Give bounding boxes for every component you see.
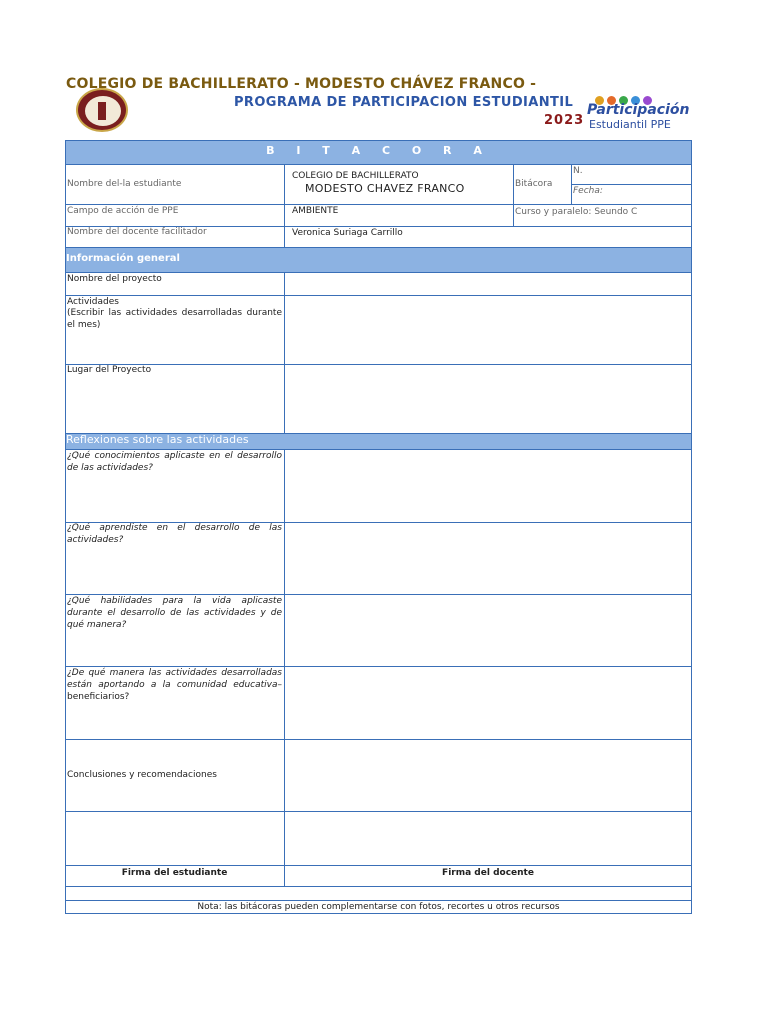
- student-label: Nombre del-la estudiante: [67, 179, 182, 189]
- rule: [65, 811, 692, 812]
- logo-text-line1: Participación: [587, 102, 690, 118]
- question-community-main: ¿De qué manera las actividades desarrolladas están aportando a la comunidad educativa: [67, 668, 282, 690]
- course-label: Curso y paralelo: Seundo C: [515, 207, 638, 217]
- reflections-section-title: Reflexiones sobre las actividades: [66, 433, 249, 446]
- rule: [65, 865, 692, 866]
- border-right: [691, 140, 692, 914]
- date-label: Fecha:: [573, 186, 603, 196]
- question-knowledge: ¿Qué conocimientos aplicaste en el desarrollo de las actividades?: [67, 451, 282, 473]
- project-place-label: Lugar del Proyecto: [67, 365, 152, 375]
- project-name-label: Nombre del proyecto: [67, 274, 162, 284]
- teacher-signature-label: Firma del docente: [442, 868, 534, 878]
- number-label: N.: [573, 166, 583, 176]
- question-life-skills: ¿Qué habilidades para la vida aplicaste durante el desarrollo de las actividades y de qué manera?: [67, 596, 282, 630]
- school-value: COLEGIO DE BACHILLERATO: [292, 171, 419, 181]
- col-rule: [284, 449, 285, 886]
- activities-description: (Escribir las actividades desarrolladas durante el mes): [67, 308, 282, 330]
- col-rule: [284, 272, 285, 433]
- col-rule: [571, 164, 572, 204]
- student-name-value: MODESTO CHAVEZ FRANCO: [305, 182, 465, 195]
- conclusions-label: Conclusiones y recomendaciones: [67, 770, 217, 780]
- form-title: B I T A C O R A: [266, 144, 491, 157]
- bitacora-label: Bitácora: [515, 179, 553, 189]
- rule: [65, 247, 692, 248]
- logo-text-line2: Estudiantil PPE: [589, 118, 671, 131]
- ppe-logo: [585, 90, 690, 136]
- teacher-label: Nombre del docente facilitador: [67, 227, 207, 237]
- border-bottom: [65, 913, 692, 914]
- border-top: [65, 140, 692, 141]
- school-title: COLEGIO DE BACHILLERATO - MODESTO CHÁVEZ FRANCO -: [66, 76, 537, 92]
- field-label: Campo de acción de PPE: [67, 206, 179, 216]
- teacher-value: Veronica Suriaga Carrillo: [292, 228, 403, 238]
- school-seal-icon: [76, 88, 128, 132]
- rule: [65, 164, 692, 165]
- people-figures-icon: [595, 90, 665, 102]
- col-rule: [513, 164, 514, 226]
- activities-title: Actividades: [67, 297, 119, 307]
- rule: [65, 364, 692, 365]
- footer-note: Nota: las bitácoras pueden complementarse con fotos, recortes u otros recursos: [197, 902, 560, 912]
- rule: [65, 295, 692, 296]
- bitacora-form: [65, 140, 692, 914]
- question-learning: ¿Qué aprendiste en el desarrollo de las actividades?: [67, 523, 282, 545]
- col-rule: [284, 164, 285, 247]
- rule: [65, 739, 692, 740]
- program-title: PROGRAMA DE PARTICIPACIÓN ESTUDIANTIL: [234, 95, 574, 110]
- field-value: AMBIENTE: [292, 206, 339, 216]
- question-community: [67, 667, 282, 703]
- question-community-tail: – beneficiarios?: [67, 680, 282, 702]
- rule: [65, 886, 692, 887]
- student-signature-label: Firma del estudiante: [121, 868, 228, 878]
- general-section-title: Información general: [66, 253, 180, 264]
- year-label: 2023: [544, 113, 585, 128]
